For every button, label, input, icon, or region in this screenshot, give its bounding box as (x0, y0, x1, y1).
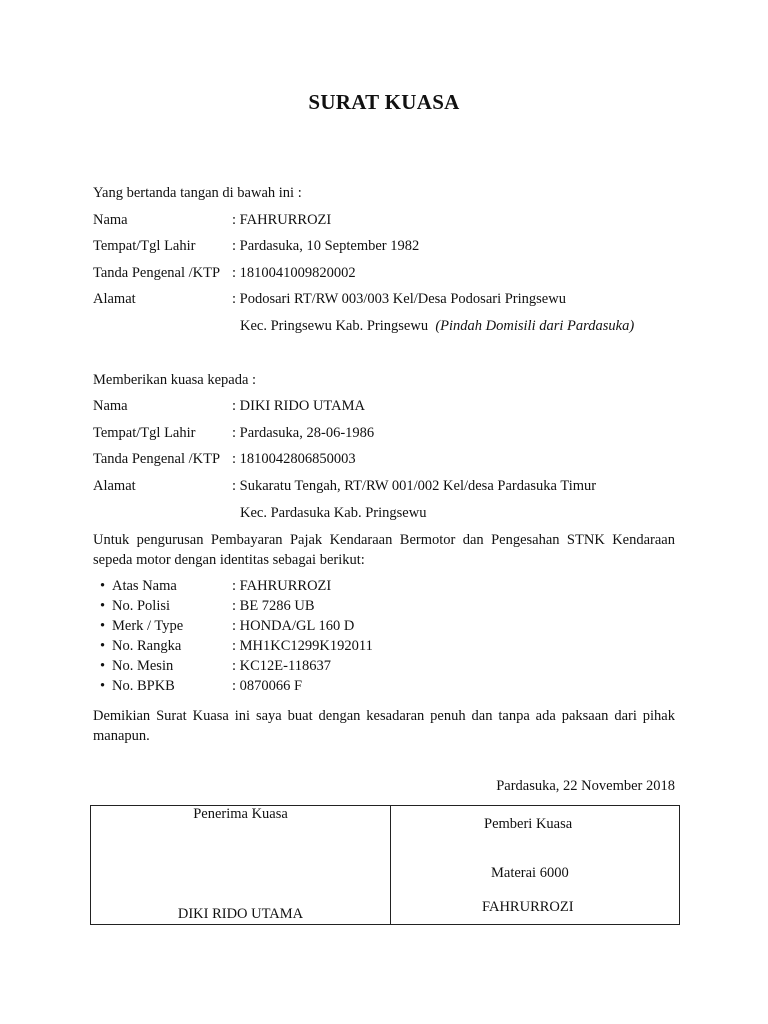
list-item (100, 638, 181, 655)
receiver-id-label: Tanda Pengenal /KTP (93, 451, 221, 467)
vehicle-label: Merk / Type (112, 618, 184, 634)
closing-paragraph: Demikian Surat Kuasa ini saya buat dengan kesadaran penuh dan tanpa ada paksaan dari pihak manapun. (93, 708, 675, 744)
bullet-icon: • (100, 598, 106, 614)
vehicle-value: : MH1KC1299K192011 (232, 638, 373, 654)
place-date: Pardasuka, 22 November 2018 (496, 778, 675, 794)
giver-name-label: Nama (93, 212, 128, 228)
vehicle-label: No. Mesin (112, 658, 174, 674)
bullet-icon: • (100, 678, 106, 694)
giver-id-value: : 1810041009820002 (232, 265, 356, 281)
receiver-id-value: : 1810042806850003 (232, 451, 356, 467)
giver-address-note: (Pindah Domisili dari Pardasuka) (435, 318, 635, 334)
vehicle-value: : 0870066 F (232, 678, 303, 694)
vehicle-label: No. Rangka (112, 638, 182, 654)
receiver-birth-label: Tempat/Tgl Lahir (93, 425, 196, 441)
vehicle-value: : BE 7286 UB (232, 598, 315, 614)
giver-name-value: : FAHRURROZI (232, 212, 332, 228)
vehicle-label: No. Polisi (112, 598, 171, 614)
giver-address-value: : Podosari RT/RW 003/003 Kel/Desa Podosari Pringsewu (232, 291, 566, 307)
bullet-icon: • (100, 618, 106, 634)
receiver-birth-value: : Pardasuka, 28-06-1986 (232, 425, 375, 441)
giver-address-label: Alamat (93, 291, 136, 307)
giver-address-line2-text: Kec. Pringsewu Kab. Pringsewu (240, 318, 429, 334)
list-item (100, 618, 183, 635)
giver-birth-value: : Pardasuka, 10 September 1982 (232, 238, 420, 254)
signature-table (90, 805, 680, 925)
list-item (100, 658, 173, 675)
document-title: SURAT KUASA (308, 90, 460, 114)
receiver-name-value: : DIKI RIDO UTAMA (232, 398, 365, 414)
receiver-address-label: Alamat (93, 478, 136, 494)
vehicle-value: : HONDA/GL 160 D (232, 618, 355, 634)
receiver-signer-name: DIKI RIDO UTAMA (177, 906, 304, 922)
grant-intro-text: Memberikan kuasa kepada : (93, 372, 257, 388)
bullet-icon: • (100, 638, 106, 654)
vehicle-value: : KC12E-118637 (232, 658, 331, 674)
receiver-address-value: : Sukaratu Tengah, RT/RW 001/002 Kel/desa Pardasuka Timur (232, 478, 597, 494)
receiver-heading: Penerima Kuasa (193, 806, 288, 822)
receiver-address-line2: Kec. Pardasuka Kab. Pringsewu (240, 505, 427, 521)
giver-address-line2 (240, 318, 634, 335)
list-item (100, 598, 170, 615)
list-item (100, 678, 175, 695)
receiver-name-label: Nama (93, 398, 128, 414)
vehicle-value: : FAHRURROZI (232, 578, 332, 594)
bullet-icon: • (100, 578, 106, 594)
list-item (100, 578, 177, 595)
giver-signer-name: FAHRURROZI (482, 899, 574, 915)
bullet-icon: • (100, 658, 106, 674)
stamp-label: Materai 6000 (491, 865, 569, 881)
signature-divider (390, 806, 391, 924)
vehicle-label: No. BPKB (112, 678, 175, 694)
purpose-paragraph: Untuk pengurusan Pembayaran Pajak Kendaraan Bermotor dan Pengesahan STNK Kendaraan sepeda motor dengan identitas sebagai berikut: (93, 532, 675, 568)
giver-id-label: Tanda Pengenal /KTP (93, 265, 221, 281)
giver-birth-label: Tempat/Tgl Lahir (93, 238, 196, 254)
giver-heading: Pemberi Kuasa (484, 816, 573, 832)
intro-text: Yang bertanda tangan di bawah ini : (93, 185, 302, 201)
vehicle-label: Atas Nama (112, 578, 177, 594)
